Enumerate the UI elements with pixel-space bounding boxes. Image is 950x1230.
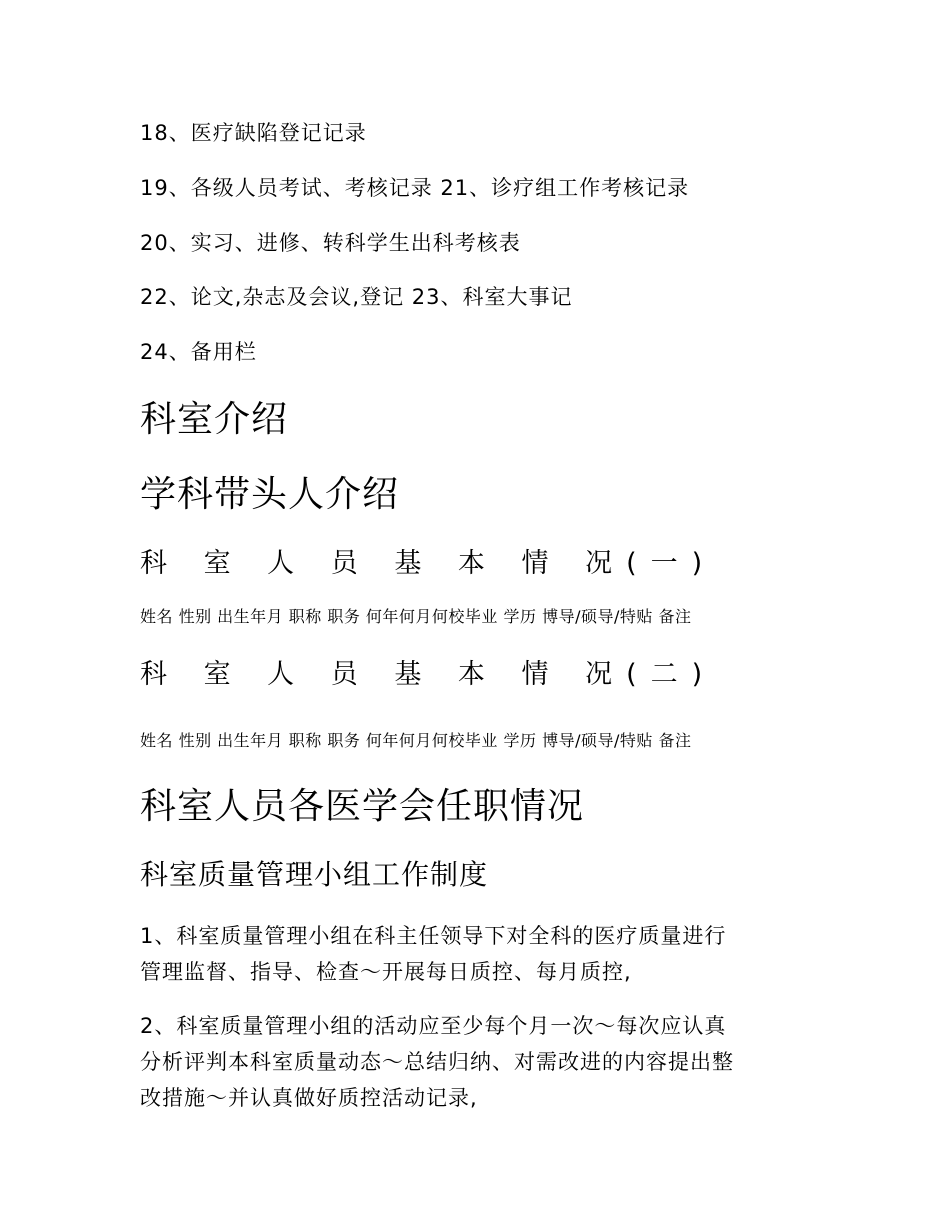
heading-staff-basic-2: 科 室 人 员 基 本 情 况(二) — [140, 659, 717, 690]
paragraph-1-line-2: 管理监督、指导、检查～开展每日质控、每月质控, — [140, 960, 632, 984]
heading-staff-basic-1: 科 室 人 员 基 本 情 况(一) — [140, 548, 717, 579]
heading-leader-intro: 学科带头人介绍 — [140, 474, 400, 515]
table-header-row-1: 姓名 性别 出生年月 职称 职务 何年何月何校毕业 学历 博导/硕导/特贴 备注 — [140, 607, 692, 626]
heading-qc-system: 科室质量管理小组工作制度 — [140, 858, 489, 891]
paragraph-2-line-1: 2、科室质量管理小组的活动应至少每个月一次～每次应认真 — [140, 1014, 727, 1038]
paragraph-1-line-1: 1、科室质量管理小组在科主任领导下对全科的医疗质量进行 — [140, 924, 727, 948]
paragraph-2 — [140, 1008, 820, 1116]
list-item-19-21: 19、各级人员考试、考核记录 21、诊疗组工作考核记录 — [140, 176, 690, 200]
table-header-row-2: 姓名 性别 出生年月 职称 职务 何年何月何校毕业 学历 博导/硕导/特贴 备注 — [140, 731, 692, 750]
list-item-24: 24、备用栏 — [140, 340, 257, 364]
list-item-22-23: 22、论文,杂志及会议,登记 23、科室大事记 — [140, 285, 573, 309]
paragraph-2-line-3: 改措施～并认真做好质控活动记录, — [140, 1086, 478, 1110]
paragraph-1 — [140, 918, 820, 990]
list-item-20: 20、实习、进修、转科学生出科考核表 — [140, 231, 521, 255]
heading-dept-intro: 科室介绍 — [140, 399, 289, 440]
paragraph-2-line-2: 分析评判本科室质量动态～总结归纳、对需改进的内容提出整 — [140, 1050, 734, 1074]
list-item-18: 18、医疗缺陷登记记录 — [140, 121, 367, 145]
heading-society-roles: 科室人员各医学会任职情况 — [140, 786, 585, 827]
